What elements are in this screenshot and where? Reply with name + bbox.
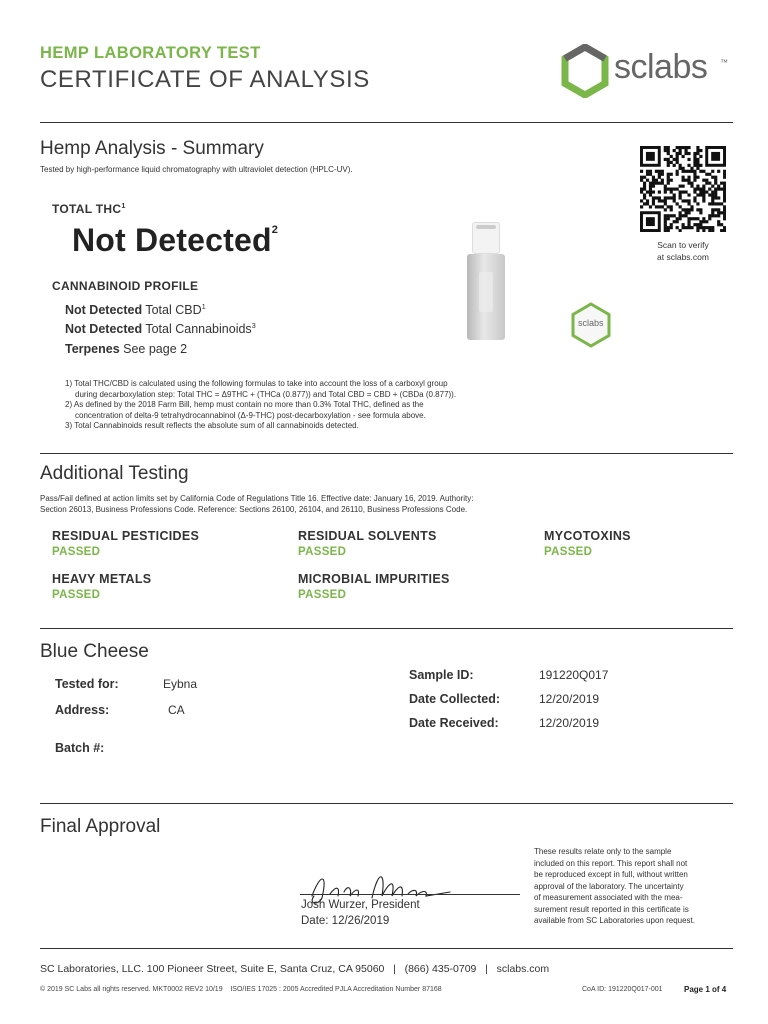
address-value: CA bbox=[168, 703, 185, 717]
summary-footnotes bbox=[65, 379, 545, 432]
profile-item-total-cannabinoids: Not Detected Total Cannabinoids$^3$ bbox=[65, 321, 256, 337]
footnote: during decarboxylation step: Total THC = Δ9THC + (THCa (0.877)) and Total CBD = CBD + (CBDa (0.877)). bbox=[75, 389, 457, 399]
footnote: 3) Total Cannabinoids result reflects the absolute sum of all cannabinoids detected. bbox=[65, 421, 359, 430]
sclabs-badge bbox=[570, 302, 612, 348]
page-number: Page 1 of 4 bbox=[684, 985, 727, 994]
total-thc-label: TOTAL THC$^1$ bbox=[52, 201, 126, 216]
cannabinoid-profile-label: CANNABINOID PROFILE bbox=[52, 279, 199, 293]
signature-line bbox=[300, 894, 520, 895]
report-title: CERTIFICATE OF ANALYSIS bbox=[40, 66, 370, 93]
coa-id: CoA ID: 191220Q017-001 bbox=[582, 986, 663, 993]
divider bbox=[40, 948, 733, 949]
footer-address: SC Laboratories, LLC. 100 Pioneer Street, Suite E, Santa Cruz, CA 95060 | (866) 435-0709 | sclabs.com bbox=[40, 963, 550, 975]
sample-id-label: Sample ID: bbox=[409, 668, 474, 682]
qr-caption: Scan to verify at sclabs.com bbox=[657, 240, 709, 262]
divider bbox=[40, 803, 733, 804]
status-badge: PASSED bbox=[298, 589, 347, 601]
logo-wordmark: sclabs bbox=[614, 48, 708, 86]
test-mycotoxins: MYCOTOXINS PASSED bbox=[544, 529, 631, 558]
status-badge: PASSED bbox=[544, 546, 593, 558]
test-residual-pesticides: RESIDUAL PESTICIDES PASSED bbox=[52, 529, 200, 558]
hexagon-logo-icon bbox=[560, 44, 610, 98]
test-microbial-impurities: MICROBIAL IMPURITIES PASSED bbox=[298, 572, 450, 601]
total-thc-value: Not Detected$^2$ bbox=[72, 222, 279, 258]
signer-name: Josh Wurzer, President bbox=[301, 899, 420, 911]
divider bbox=[40, 453, 733, 454]
footnote: 1) Total THC/CBD is calculated using the following formulas to take into account the loss of a carboxyl group bbox=[65, 379, 448, 388]
summary-title: Hemp Analysis - Summary bbox=[40, 138, 264, 159]
product-bottle-image bbox=[466, 222, 506, 340]
date-received-label: Date Received: bbox=[409, 716, 499, 730]
date-collected-label: Date Collected: bbox=[409, 692, 500, 706]
status-badge: PASSED bbox=[52, 589, 101, 601]
profile-item-cbd: Not Detected Total CBD$^1$ bbox=[65, 302, 206, 318]
date-received-value: 12/20/2019 bbox=[539, 716, 600, 730]
approval-date: Date: 12/26/2019 bbox=[301, 915, 390, 927]
logo-trademark: ™ bbox=[720, 58, 728, 67]
address-label: Address: bbox=[55, 703, 110, 717]
footnote: concentration of delta-9 tetrahydrocannabinol (Δ-9-THC) post-decarboxylation - see formula above. bbox=[75, 410, 426, 420]
status-badge: PASSED bbox=[298, 546, 347, 558]
qr-code[interactable] bbox=[640, 146, 726, 232]
divider bbox=[40, 122, 733, 123]
footer-legal: © 2019 SC Labs all rights reserved. MKT0002 REV2 10/19 ISO/IES 17025 : 2005 Accredited PJLA Accreditation Number 87168 bbox=[40, 986, 442, 993]
status-badge: PASSED bbox=[52, 546, 101, 558]
additional-testing-desc: Pass/Fail defined at action limits set by California Code of Regulations Title 16. Effective date: January 16, 2019. Authority: Section 26013, Business Professions Code. Reference: Sections 26100, 26104, and 26110, Business Professions Code. bbox=[40, 494, 474, 514]
batch-label: Batch #: bbox=[55, 741, 105, 755]
sample-id-value: 191220Q017 bbox=[539, 668, 609, 682]
tested-for-label: Tested for: bbox=[55, 677, 119, 691]
disclaimer: These results relate only to the sample included on this report. This report shall not be reproduced except in full, without written approval of the laboratory. The uncertainty of measurement associated with the mea- surement result reported in this certificate is available from SC Laboratories upon request. bbox=[534, 847, 695, 925]
qr-code-icon bbox=[640, 146, 726, 232]
profile-item-terpenes: Terpenes See page 2 bbox=[65, 342, 188, 356]
sclabs-logo bbox=[560, 44, 740, 98]
report-eyebrow: HEMP LABORATORY TEST bbox=[40, 44, 261, 62]
date-collected-value: 12/20/2019 bbox=[539, 692, 600, 706]
final-approval-title: Final Approval bbox=[40, 816, 161, 837]
sample-name: Blue Cheese bbox=[40, 641, 149, 662]
additional-testing-title: Additional Testing bbox=[40, 463, 189, 484]
footnote: 2) As defined by the 2018 Farm Bill, hemp must contain no more than 0.3% Total THC, defined as the bbox=[65, 400, 424, 409]
badge-text: sclabs bbox=[578, 318, 604, 328]
test-heavy-metals: HEAVY METALS PASSED bbox=[52, 572, 152, 601]
tested-for-value: Eybna bbox=[163, 677, 198, 691]
method-text: Tested by high-performance liquid chromatography with ultraviolet detection (HPLC-UV). bbox=[40, 165, 353, 174]
divider bbox=[40, 628, 733, 629]
test-residual-solvents: RESIDUAL SOLVENTS PASSED bbox=[298, 529, 437, 558]
